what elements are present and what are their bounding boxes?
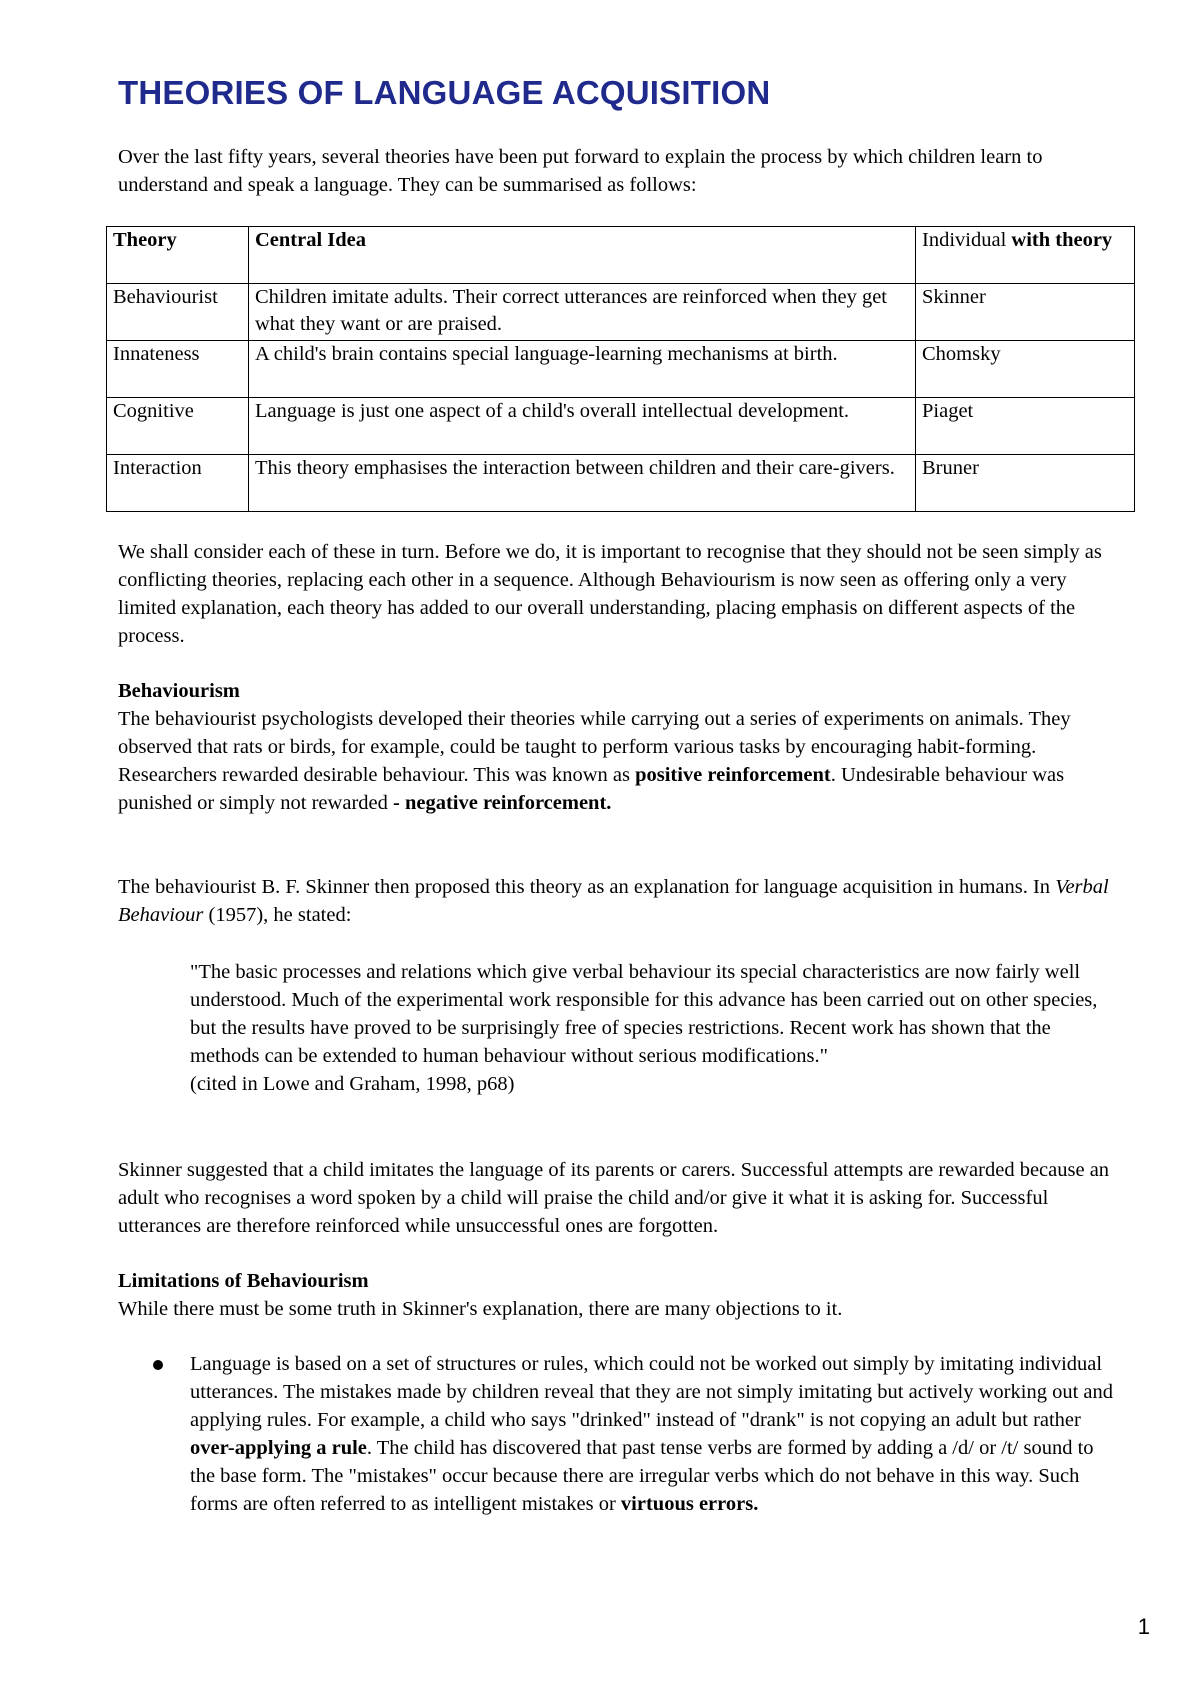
consider-paragraph: We shall consider each of these in turn. Before we do, it is important to recognise that they should not be seen simply as conflicting theories, replacing each other in a sequence. Although Behaviourism is now seen as offering only a very limited explanation, each theory has added to our overall understanding, placing emphasis on different aspects of the process. [118, 541, 1102, 647]
cell-person: Bruner [916, 455, 1135, 512]
text-run: . [606, 792, 612, 814]
cell-idea: This theory emphasises the interaction between children and their care-givers. [249, 455, 916, 512]
table-row [107, 455, 1135, 512]
text-run: . [753, 1493, 759, 1515]
book-title: Verbal Behaviour [118, 876, 1109, 926]
limitations-intro: While there must be some truth in Skinner's explanation, there are many objections to it. [118, 1298, 843, 1320]
behaviourism-paragraph [118, 705, 1118, 817]
text-run: (1957), he stated: [203, 904, 352, 926]
quote-citation: (cited in Lowe and Graham, 1998, p68) [190, 1073, 515, 1095]
skinner-paragraph [118, 873, 1118, 929]
virtuous-errors-term: virtuous errors [620, 1493, 754, 1515]
negative-reinforcement-term: - negative reinforcement [393, 792, 607, 814]
text-run: The behaviourist B. F. Skinner then proposed this theory as an explanation for language acquisition in humans. In [118, 876, 1056, 898]
behaviourism-heading: Behaviourism [118, 680, 240, 702]
text-run: . Undesirable behaviour was punished or simply not rewarded [118, 764, 1065, 814]
limitations-heading: Limitations of Behaviourism [118, 1270, 369, 1292]
text-run: The behaviourist psychologists developed their theories while carrying out a series of experiments on animals. They observed that rats or birds, for example, could be taught to perform various tasks by encouraging habit-forming. Researchers rewarded desirable behaviour. This was known as [118, 708, 1071, 786]
theories-table [106, 226, 1135, 512]
header-central-idea: Central Idea [249, 227, 916, 284]
quote-text: "The basic processes and relations which give verbal behaviour its special characteristics are now fairly well understood. Much of the experimental work responsible for this advance has been carried out on other species, but the results have proved to be surprisingly free of species restrictions. Recent work has shown that the methods can be extended to human behaviour without serious modifications." [190, 961, 1098, 1067]
skinner-quote [190, 958, 1110, 1098]
table-row [107, 398, 1135, 455]
cell-theory: Interaction [107, 455, 249, 512]
over-applying-term: over-applying a rule [190, 1437, 367, 1459]
positive-reinforcement-term: positive reinforcement [635, 764, 831, 786]
cell-person: Chomsky [916, 341, 1135, 398]
cell-idea: Children imitate adults. Their correct utterances are reinforced when they get what they want or are praised. [249, 284, 916, 341]
list-item [118, 1350, 1118, 1518]
header-individual-bold: with theory [1006, 229, 1113, 251]
header-individual-plain: Individual [922, 229, 1007, 251]
header-individual [916, 227, 1135, 284]
cell-theory: Innateness [107, 341, 249, 398]
limitations-list [118, 1350, 1118, 1518]
table-row [107, 284, 1135, 341]
cell-person: Skinner [916, 284, 1135, 341]
page-title: THEORIES OF LANGUAGE ACQUISITION [118, 74, 771, 111]
cell-person: Piaget [916, 398, 1135, 455]
text-run: . The child has discovered that past tense verbs are formed by adding a /d/ or /t/ sound to the base form. The "mistakes" occur because there are irregular verbs which do not behave in this way. Such forms are often referred to as intelligent mistakes or [190, 1437, 1094, 1515]
text-run: Language is based on a set of structures or rules, which could not be worked out simply by imitating individual utterances. The mistakes made by children reveal that they are not simply imitating but actively working out and applying rules. For example, a child who says "drinked" instead of "drank" is not copying an adult but rather [190, 1353, 1114, 1431]
header-theory: Theory [107, 227, 249, 284]
cell-idea: Language is just one aspect of a child's overall intellectual development. [249, 398, 916, 455]
table-row [107, 341, 1135, 398]
cell-theory: Behaviourist [107, 284, 249, 341]
intro-paragraph: Over the last fifty years, several theories have been put forward to explain the process by which children learn to understand and speak a language. They can be summarised as follows: [118, 146, 1043, 196]
page-number: 1 [1137, 1614, 1150, 1639]
cell-theory: Cognitive [107, 398, 249, 455]
bullet-icon [153, 1360, 163, 1370]
cell-idea: A child's brain contains special language-learning mechanisms at birth. [249, 341, 916, 398]
imitation-paragraph: Skinner suggested that a child imitates the language of its parents or carers. Successful attempts are rewarded because an adult who recognises a word spoken by a child will praise the child and/or give it what it is asking for. Successful utterances are therefore reinforced while unsuccessful ones are forgotten. [118, 1159, 1110, 1237]
table-header-row [107, 227, 1135, 284]
